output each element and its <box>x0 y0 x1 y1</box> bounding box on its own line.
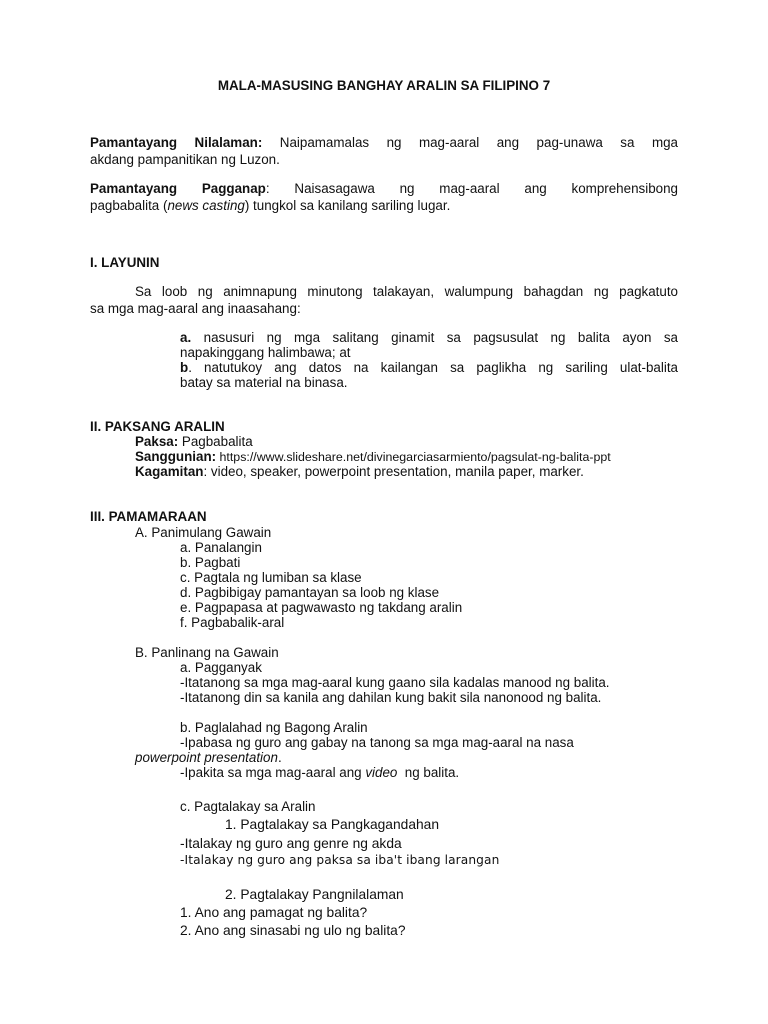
objective-b-line-1: b. natutukoy ang datos na kailangan sa paglikha ng sariling ulat-balita <box>180 360 678 375</box>
paksa-label: Paksa: <box>135 434 179 449</box>
panimulang-item: f. Pagbabalik-aral <box>180 615 285 630</box>
kagamitan-line <box>135 465 584 478</box>
section-heading-pamamaraan: III. PAMAMARAAN <box>90 509 207 524</box>
paglalahad-line-2: powerpoint presentation. <box>135 750 282 765</box>
pagganyak-line-1: -Itatanong sa mga mag-aaral kung gaano sila kadalas manood ng balita. <box>180 675 610 690</box>
paglalahad-heading: b. Paglalahad ng Bagong Aralin <box>180 720 368 735</box>
powerpoint-term: powerpoint presentation <box>135 750 278 765</box>
pagtalakay-heading: c. Pagtalakay sa Aralin <box>180 799 316 814</box>
pagganyak-heading: a. Pagganyak <box>180 660 262 675</box>
panimulang-item: d. Pagbibigay pamantayan sa loob ng klase <box>180 585 440 600</box>
content-standard-line-1 <box>90 136 678 149</box>
performance-standard-line-2: pagbabalita (news casting) tungkol sa kanilang sariling lugar. <box>90 198 451 213</box>
pangnilalaman-heading: 2. Pagtalakay Pangnilalaman <box>225 887 404 902</box>
video-term: video <box>365 765 398 780</box>
performance-standard-label: Pamantayang Pagganap <box>90 181 266 196</box>
pangkagandahan-line-2: -Italakay ng guro ang paksa sa iba't ibang larangan <box>180 853 500 867</box>
objective-b-line-2: batay sa material na binasa. <box>180 375 348 390</box>
performance-standard-text: Naisasagawa ng mag-aaral ang komprehensibong <box>294 181 678 196</box>
section-heading-paksang-aralin: II. PAKSANG ARALIN <box>90 419 225 434</box>
content-standard-line-2: akdang pampanitikan ng Luzon. <box>90 152 280 167</box>
panimulang-item: a. Panalangin <box>180 540 262 555</box>
content-standard-label: Pamantayang Nilalaman: <box>90 135 263 150</box>
panimulang-item: b. Pagbati <box>180 555 241 570</box>
pangnilalaman-question-1: 1. Ano ang pamagat ng balita? <box>180 905 368 920</box>
paglalahad-line-3: -Ipakita sa mga mag-aaral ang video ng balita. <box>180 765 460 780</box>
panimulang-gawain-heading: A. Panimulang Gawain <box>135 525 272 540</box>
pangnilalaman-question-2: 2. Ano ang sinasabi ng ulo ng balita? <box>180 923 406 938</box>
sanggunian-label: Sanggunian: <box>135 449 217 464</box>
document-title: MALA-MASUSING BANGHAY ARALIN SA FILIPINO 7 <box>217 78 551 93</box>
news-casting-term: news casting <box>167 198 245 213</box>
objective-a-line-1: a. nasusuri ng mga salitang ginamit sa pagsusulat ng balita ayon sa <box>180 330 678 345</box>
objective-b-marker: b <box>180 360 189 375</box>
paksa-line <box>135 435 253 448</box>
sanggunian-url: https://www.slideshare.net/divinegarciasarmiento/pagsulat-ng-balita-ppt <box>216 450 611 464</box>
layunin-intro-line-2: sa mga mag-aaral ang inaasahang: <box>90 301 301 316</box>
pagganyak-line-2: -Itatanong din sa kanila ang dahilan kung bakit sila nanonood ng balita. <box>180 690 602 705</box>
layunin-intro-line-1: Sa loob ng animnapung minutong talakayan, walumpung bahagdan ng pagkatuto <box>135 284 678 299</box>
kagamitan-value: : video, speaker, powerpoint presentation, manila paper, marker. <box>203 464 584 479</box>
pangkagandahan-line-1: -Italakay ng guro ang genre ng akda <box>180 836 402 851</box>
pangkagandahan-heading: 1. Pagtalakay sa Pangkagandahan <box>225 817 440 832</box>
paksa-value: Pagbabalita <box>178 434 253 449</box>
panimulang-item: c. Pagtala ng lumiban sa klase <box>180 570 362 585</box>
sanggunian-line <box>135 450 611 463</box>
objective-a-marker: a. <box>180 330 192 345</box>
section-heading-layunin: I. LAYUNIN <box>90 255 160 270</box>
panimulang-item: e. Pagpapasa at pagwawasto ng takdang aralin <box>180 600 463 615</box>
kagamitan-label: Kagamitan <box>135 464 204 479</box>
panlinang-gawain-heading: B. Panlinang na Gawain <box>135 645 279 660</box>
performance-standard-line-1: Pamantayang Pagganap: Naisasagawa ng mag-aaral ang komprehensibong <box>90 181 678 196</box>
content-standard-text: Naipamamalas ng mag-aaral ang pag-unawa sa mga <box>279 135 678 150</box>
objective-a-line-2: napakinggang halimbawa; at <box>180 345 351 360</box>
paglalahad-line-1: -Ipabasa ng guro ang gabay na tanong sa mga mag-aaral na nasa <box>180 735 574 750</box>
